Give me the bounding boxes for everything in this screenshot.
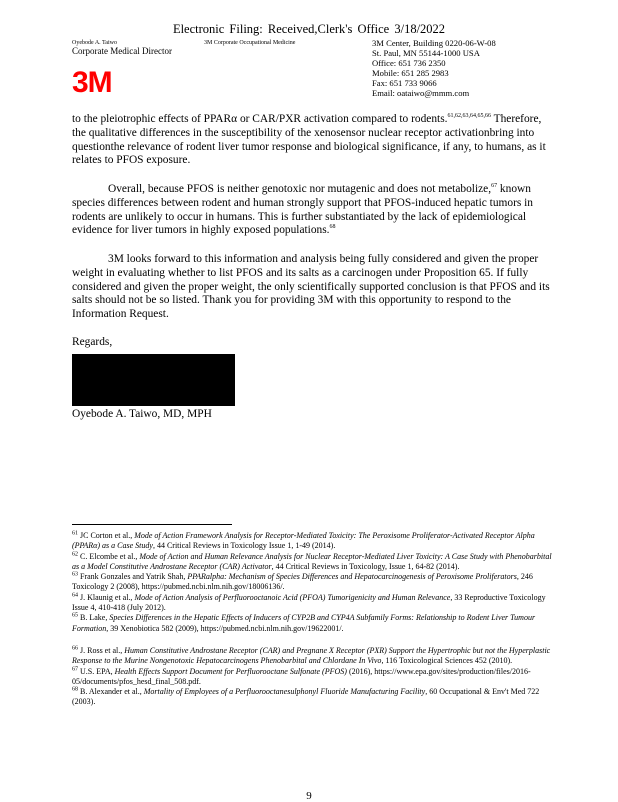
address-line: Mobile: 651 285 2983	[372, 68, 449, 78]
footnote-source: (2016), https://www.epa.gov/sites/production/files/2016-05/documents/pfos_hesd_final_508.pdf.	[72, 666, 531, 686]
footnote-title: Mode of Action and Human Relevance Analysis for Nuclear Receptor-Mediated Liver Toxicity: A Case Study with Phenobarbital as a Model Constitutive Androstane Receptor (CAR) Activator	[72, 551, 552, 571]
paragraph-2	[72, 183, 554, 238]
footnote-title: Human Constitutive Androstane Receptor (CAR) and Pregnane X Receptor (PXR) Support the Hypertrophic but not the Hyperplastic Response to the Murine Nongenotoxic Hepatocarcinogens Phenobarbital and Chlordane In Vivo	[72, 645, 551, 666]
footnote	[72, 613, 556, 634]
footnote-source: , 116 Toxicological Sciences 452 (2010).	[381, 656, 513, 666]
footnote-author: JC Corton et al.,	[80, 531, 135, 540]
paragraph-3: 3M looks forward to this information and analysis being fully considered and given the proper weight in evaluating whether to list PFOS and its salts as a carcinogen under Proposition 65. If fully considered and given the proper weight, the only scientifically supported conclusion is that PFOS and its salts should not be so listed. Thank you for providing 3M with this opportunity to respond to the Information Request.	[72, 253, 550, 321]
address-line: Office: 651 736 2350	[372, 58, 446, 68]
footnote-title: Mode of Action Analysis of Perfluorooctanoic Acid (PFOA) Tumorigenicity and Human Relevance	[134, 592, 451, 602]
footnote	[72, 667, 556, 688]
p2-text-2: known species differences between rodent and human strongly support that PFOS-induced hepatic tumors in rodents are unlikely to occur in humans. This is further substantiated by the lack of epidemiological evidence for liver tumors in highly exposed populations.	[72, 183, 534, 237]
footnote-source: , 39 Xenobiotica 582 (2009), https://pubmed.ncbi.nlm.nih.gov/19622001/.	[106, 623, 344, 633]
footnote-number: 66	[72, 645, 78, 652]
footnote-number: 61	[72, 530, 78, 537]
footnote	[72, 593, 556, 614]
letterhead-title: Corporate Medical Director	[72, 46, 172, 56]
footnote-title: Mode of Action Framework Analysis for Receptor-Mediated Toxicity: The Peroxisome Proliferator-Activated Receptor Alpha (PPARα) as a Case Study	[72, 531, 535, 551]
paragraph-1	[72, 113, 554, 168]
footnote-source: , 246 Toxicology 2 (2008), https://pubmed.ncbi.nlm.nih.gov/18006136/.	[72, 572, 533, 592]
footnote	[72, 552, 556, 573]
footnote-author: B. Alexander et al.,	[80, 687, 144, 697]
letterhead-department: 3M Corporate Occupational Medicine	[204, 40, 296, 46]
signer-name: Oyebode A. Taiwo, MD, MPH	[72, 408, 212, 420]
filing-stamp: Electronic Filing: Received,Clerk's Office 3/18/2022	[172, 22, 446, 36]
p2-text: Overall, because PFOS is neither genotoxic nor mutagenic and does not metabolize,	[108, 183, 492, 195]
footnote-number: 65	[72, 612, 78, 619]
footnote	[72, 531, 556, 552]
address-line: 3M Center, Building 0220-06-W-08	[372, 38, 496, 48]
3m-logo: 3M	[72, 66, 112, 99]
footnote-author: J. Ross et al.,	[80, 645, 125, 655]
redacted-signature	[72, 354, 235, 406]
page-number: 9	[306, 790, 312, 802]
footnote-number: 67	[72, 665, 78, 672]
address-line: Email: oataiwo@mmm.com	[372, 88, 470, 98]
footnote-ref: 67	[491, 183, 498, 190]
footnote-divider	[72, 524, 232, 525]
footnote-title: Health Effects Support Document for Perfluorooctane Sulfonate (PFOS)	[114, 666, 347, 676]
footnote	[72, 646, 556, 667]
footnote-number: 63	[72, 571, 78, 578]
footnote-number: 68	[72, 686, 78, 693]
footnote-title: PPARalpha: Mechanism of Species Differences and Hepatocarcinogenesis of Peroxisome Proliferators	[187, 572, 517, 582]
footnote	[72, 572, 556, 593]
footnote-author: J. Klaunig et al.,	[80, 592, 135, 602]
footnote-source: , 44 Critical Reviews in Toxicology Issue 1, 1-49 (2014).	[152, 541, 336, 551]
footnote-source: , 60 Occupational & Env't Med 722 (2003).	[72, 687, 540, 707]
footnote-title: Mortality of Employees of a Perfluorooctanesulphonyl Fluoride Manufacturing Facility	[143, 687, 426, 697]
footnote-author: U.S. EPA,	[80, 666, 115, 676]
p1-text: to the pleiotrophic effects of PPARα or CAR/PXR activation compared to rodents.	[72, 113, 448, 125]
footnote	[72, 687, 556, 708]
footnotes	[72, 531, 556, 708]
footnote-ref: 61,62,63,64,65,66	[447, 113, 491, 120]
footnote-author: Frank Gonzales and Yatrik Shah,	[80, 572, 188, 582]
footnote-ref: 68	[329, 224, 336, 231]
closing: Regards,	[72, 336, 113, 348]
address-line: Fax: 651 733 9066	[372, 78, 437, 88]
footnote-number: 64	[72, 592, 78, 599]
footnote-source: , 33 Reproductive Toxicology Issue 4, 410-418 (July 2012).	[72, 592, 546, 613]
address-line: St. Paul, MN 55144-1000 USA	[372, 48, 480, 58]
p1-rest: Therefore, the qualitative differences in the susceptibility of the xenosensor nuclear receptor activationbring into questionthe relevance of rodent liver tumor response and biological significance, if any, to humans, as it relates to PFOS exposure.	[72, 113, 546, 167]
footnote-number: 62	[72, 550, 78, 557]
footnote-author: C. Elcombe et al.,	[80, 551, 140, 561]
footnote-author: B. Lake,	[80, 613, 110, 623]
footnote-title: Species Differences in the Hepatic Effects of Inducers of CYP2B and CYP4A Subfamily Forms: Relationship to Rodent Liver Tumour Formation	[72, 613, 536, 633]
footnote-source: , 44 Critical Reviews in Toxicology, Issue 1, 64-82 (2014).	[271, 561, 460, 571]
letterhead-address	[372, 38, 496, 98]
letterhead-name: Oyebode A. Taiwo	[72, 40, 117, 46]
